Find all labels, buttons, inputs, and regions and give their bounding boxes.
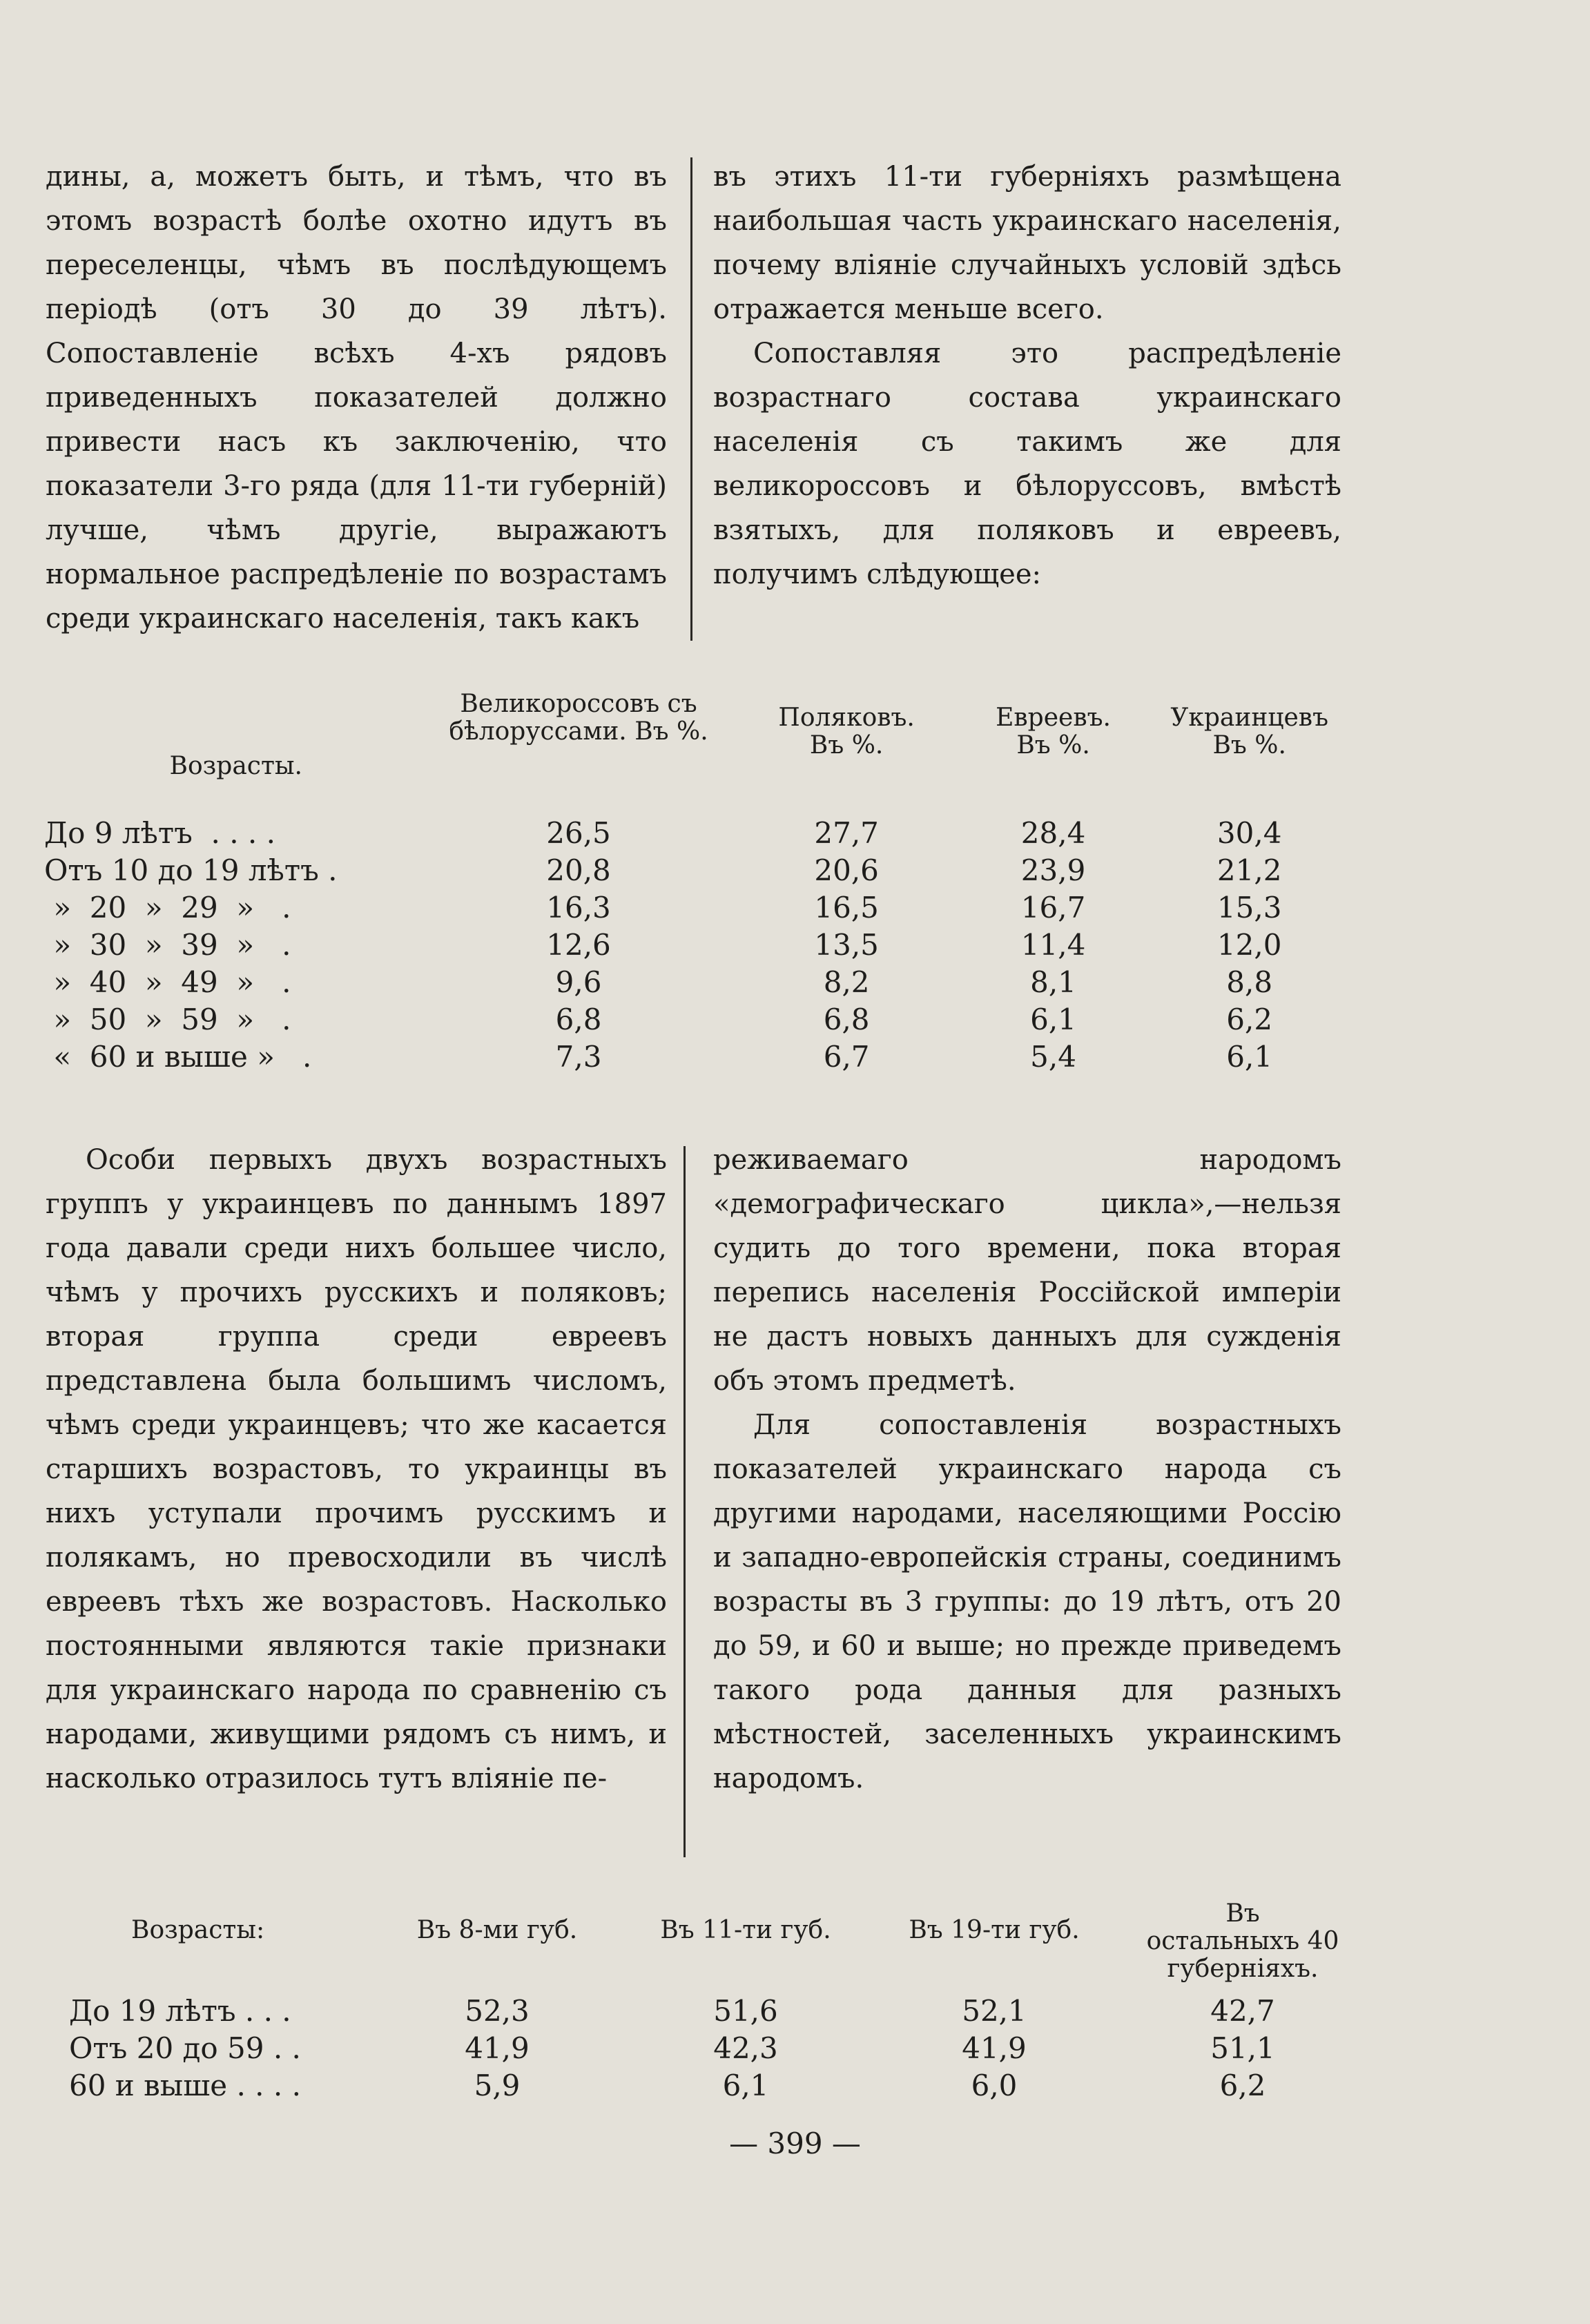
paragraph: Для сопоставленія возрастныхъ показателей украинскаго народа съ другими народами, населяющими Россію и западно-европейскія страны, соединимъ возрасты въ 3 группы: до 19 лѣтъ, отъ 20 до 59, и 60 и выше; но прежде приведемъ такого рода данныя для разныхъ мѣстностей, заселенныхъ украинскимъ народомъ. <box>713 1409 1341 1794</box>
table-row <box>44 1001 1356 1038</box>
table-row <box>44 815 1356 852</box>
table-cell: 30,4 <box>1216 816 1282 850</box>
table-header-cell: Возрасты: <box>131 1916 265 1944</box>
paragraph: реживаемаго народомъ «демографическаго цикла»,—нельзя судить до того времени, пока вторая перепись населенія Россійской имперіи не дастъ новыхъ данныхъ для сужденія объ этомъ предметѣ. <box>713 1144 1341 1397</box>
table-cell: 12,0 <box>1216 928 1282 962</box>
table-cell: 52,1 <box>962 1994 1027 2028</box>
table-cell: 11,4 <box>1020 928 1086 962</box>
table-cell: 6,8 <box>555 1003 602 1036</box>
table-header-cell: Поляковъ. Въ %. <box>778 704 915 759</box>
table-header-cell: Великороссовъ съ бѣлоруссами. Въ %. <box>449 690 708 746</box>
table-cell: 42,3 <box>713 2031 778 2065</box>
table-row <box>44 852 1356 889</box>
table-header-cell: Украинцевъ Въ %. <box>1170 704 1328 759</box>
row-label: « 60 и выше » . <box>44 1040 312 1074</box>
table-cell: 6,8 <box>823 1003 870 1036</box>
row-label: До 9 лѣтъ . . . . <box>44 816 275 850</box>
table-cell: 23,9 <box>1020 853 1086 887</box>
table-row <box>69 1993 1367 2030</box>
table-cell: 8,8 <box>1226 965 1273 999</box>
table-header-row <box>69 1900 1367 1993</box>
row-label: » 50 » 59 » . <box>44 1003 291 1036</box>
table-cell: 15,3 <box>1216 891 1282 924</box>
table-cell: 6,0 <box>971 2069 1018 2102</box>
upper-right-column <box>713 155 1341 597</box>
table-cell: 8,1 <box>1030 965 1076 999</box>
table-header-row <box>44 690 1356 815</box>
table-cell: 9,6 <box>555 965 602 999</box>
row-label: » 40 » 49 » . <box>44 965 291 999</box>
table-row <box>44 1038 1356 1076</box>
table-cell: 8,2 <box>823 965 870 999</box>
table-header-cell: Въ 19-ти губ. <box>909 1916 1080 1944</box>
table-cell: 20,6 <box>814 853 879 887</box>
table-header-cell: Въ остальныхъ 40 губерніяхъ. <box>1146 1899 1339 1983</box>
table-cell: 6,1 <box>1030 1003 1076 1036</box>
table-cell: 20,8 <box>546 853 611 887</box>
paragraph: дины, а, можетъ быть, и тѣмъ, что въ этомъ возрастѣ болѣе охотно идутъ въ переселенцы, чѣмъ въ послѣдующемъ періодѣ (отъ 30 до 39 лѣтъ). Сопоставленіе всѣхъ 4-хъ рядовъ приведенныхъ показателей должно привести насъ къ заключенію, что показатели 3-го ряда (для 11-ти губерній) лучше, чѣмъ другіе, выражаютъ нормальное распредѣленіе по возрастамъ среди украинскаго населенія, такъ какъ <box>46 161 667 635</box>
table-cell: 7,3 <box>555 1040 602 1074</box>
lower-right-column <box>713 1138 1341 1801</box>
lower-left-column <box>46 1138 667 1801</box>
page-number: — 399 — <box>729 2127 861 2160</box>
table-cell: 41,9 <box>962 2031 1027 2065</box>
table-cell: 6,1 <box>722 2069 769 2102</box>
column-divider-upper <box>690 157 692 641</box>
table-cell: 13,5 <box>814 928 879 962</box>
row-label: Отъ 20 до 59 . . <box>69 2031 301 2065</box>
table-cell: 21,2 <box>1216 853 1282 887</box>
row-label: Отъ 10 до 19 лѣтъ . <box>44 853 338 887</box>
table-cell: 6,2 <box>1219 2069 1266 2102</box>
paragraph: Особи первыхъ двухъ возрастныхъ группъ у украинцевъ по даннымъ 1897 года давали среди нихъ большее число, чѣмъ у прочихъ русскихъ и поляковъ; вторая группа среди евреевъ представлена была большимъ числомъ, чѣмъ среди украинцевъ; что же касается старшихъ возрастовъ, то украинцы въ нихъ уступали прочимъ русскимъ и полякамъ, но превосходили въ числѣ евреевъ тѣхъ же возрастовъ. Насколько постоянными являются такіе признаки для украинскаго народа по сравненію съ народами, живущими рядомъ съ нимъ, и насколько отразилось тутъ вліяніе пе- <box>46 1144 667 1794</box>
table-cell: 28,4 <box>1020 816 1086 850</box>
table-header-cell: Въ 11-ти губ. <box>660 1916 831 1944</box>
row-label: » 20 » 29 » . <box>44 891 291 924</box>
table-cell: 5,4 <box>1030 1040 1076 1074</box>
table-cell: 16,5 <box>814 891 879 924</box>
table-header-cell: Евреевъ. Въ %. <box>996 704 1111 759</box>
table-header-cell: Возрасты. <box>169 752 302 780</box>
table-cell: 52,3 <box>465 1994 530 2028</box>
table-row <box>69 2030 1367 2067</box>
row-label: » 30 » 39 » . <box>44 928 291 962</box>
table-cell: 5,9 <box>474 2069 521 2102</box>
table-cell: 16,3 <box>546 891 611 924</box>
column-divider-lower <box>683 1146 686 1857</box>
table-cell: 51,6 <box>713 1994 778 2028</box>
age-comparison-table <box>44 690 1356 1076</box>
upper-left-column <box>46 155 667 641</box>
table-cell: 6,2 <box>1226 1003 1273 1036</box>
table-row <box>44 889 1356 927</box>
paragraph: въ этихъ 11-ти губерніяхъ размѣщена наибольшая часть украинскаго населенія, почему вліяніе случайныхъ условій здѣсь отражается меньше всего. <box>713 161 1341 325</box>
row-label: 60 и выше . . . . <box>69 2069 301 2102</box>
row-label: До 19 лѣтъ . . . <box>69 1994 291 2028</box>
table-row <box>69 2067 1367 2104</box>
table-row <box>44 927 1356 964</box>
table-cell: 41,9 <box>465 2031 530 2065</box>
table-cell: 6,1 <box>1226 1040 1273 1074</box>
table-cell: 26,5 <box>546 816 611 850</box>
table-row <box>44 964 1356 1001</box>
regional-age-table <box>69 1900 1367 2104</box>
table-cell: 27,7 <box>814 816 879 850</box>
table-cell: 16,7 <box>1020 891 1086 924</box>
table-header-cell: Въ 8-ми губ. <box>416 1916 578 1944</box>
table-cell: 42,7 <box>1210 1994 1275 2028</box>
table-cell: 51,1 <box>1210 2031 1275 2065</box>
table-cell: 6,7 <box>823 1040 870 1074</box>
paragraph: Сопоставляя это распредѣленіе возрастнаго состава украинскаго населенія съ такимъ же для великороссовъ и бѣлоруссовъ, вмѣстѣ взятыхъ, для поляковъ и евреевъ, получимъ слѣдующее: <box>713 338 1341 590</box>
table-cell: 12,6 <box>546 928 611 962</box>
